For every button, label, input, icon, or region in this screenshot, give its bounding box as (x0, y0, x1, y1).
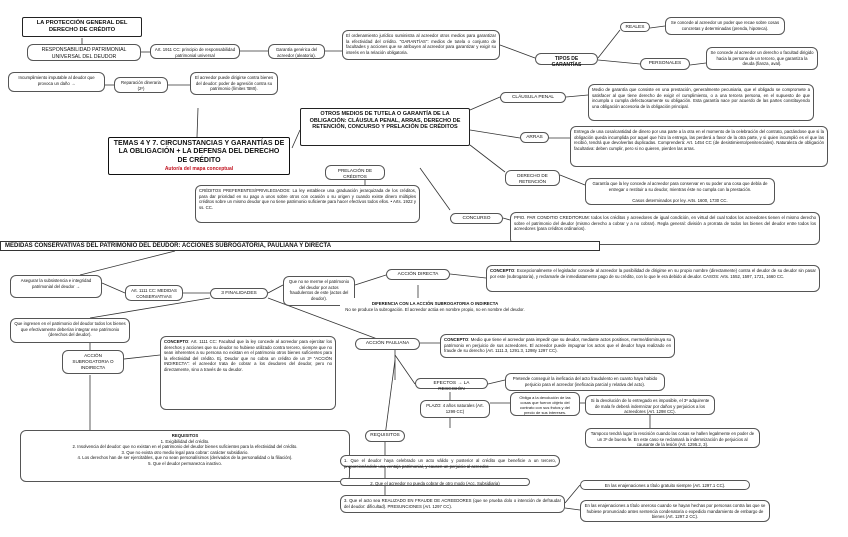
pauliana-desc-text: : Medio que tiene el acreedor para impedir que su deudor, mediante actos positivos, merme/disminuya su patrimonio en perjuicio de sus acreedores. El acreedor puede impugnar los actos que el deudor haya realizado en fraude de su derecho (Art. 1111.3, 1291.3, 1298y 1297 CC). (444, 337, 671, 353)
concurso-desc-node: PPIO. PAR CONDITIO CREDITORUM: todos los créditos y acreedores de igual condición, en virtud del cual todos los acreedores tienen el mismo derecho sobre el patrimonio del deudor (mismo derecho a cobrar y a no cobrar). Regla general: división a prorrata de todos los bienes del deudor entre todos los acreedores (para créditos ordinarios). (510, 212, 820, 245)
creditos-preferentes-node: CRÉDITOS PREFERENTES/PRIVILEGIADOS: La ley establece una graduación jerarquizada de los créditos, para dar prioridad en su pago a unos sobre otros con ocasión o su origen y cuando existe dinero múltiples créditos sobre un mismo deudor que no tiene patrimonio suficiente para hacer efectivos todos ellos. • Arts. 1922 y ss. CC. (195, 185, 420, 223)
directa-desc-text: : Excepcionalmente el legislador concede al acreedor la posibilidad de dirigirse en su propio nombre (directamente) contra el deudor de su deudor sin pasar por este (subrogatoria), y reclamarle de inmediatamente pago de su crédito, con lo que le era debido al deudor. CASOS: Arts. 1552, 1597, 1721, 1660 CC. (490, 268, 816, 279)
requisito-item: 4. Los derechos han de ser ejercitables, que no sean personalísimos (derivados de la personalidad o la filiación). (77, 455, 293, 460)
req-2-node: 2. Que el acreedor no pueda cobrar de otro modo (Acc. Subsidiaria) (340, 478, 530, 486)
responsabilidad-patrimonial-node: RESPONSABILIDAD PATRIMONIAL UNIVERSAL DEL DEUDOR (27, 44, 141, 61)
si-devolucion-node: Si la devolución de lo entregado es imposible, el 3º adquirente de mala fe deberá indemnizar por daños y perjuicios a los acreedores (Art. 1298 CC). (585, 395, 715, 415)
acreedor-dirigirse-node: El acreedor puede dirigirse contra bienes del deudor: poder de agresión contra su patrimonio (límites 'BMI). (190, 72, 278, 95)
art-1111-node: Art. 1111 CC: MEDIDAS CONSERVATIVAS (125, 285, 183, 301)
obliga-devolucion-node: Obliga a la devolución de las cosas que fueron objeto del contrato con sus frutos y del precio de sus intereses. (510, 392, 580, 416)
otros-medios-node: OTROS MEDIOS DE TUTELA O GARANTÍA DE LA OBLIGACIÓN: CLÁUSULA PENAL, ARRAS, DERECHO DE RETENCIÓN, CONCURSO Y PRELACIÓN DE CRÉDITOS (300, 108, 470, 146)
que-ingresen-node: Que ingresen en el patrimonio del deudor todos los bienes que efectivamente deberían integrar ese patrimonio (derechos del deudor). (10, 318, 130, 343)
requisitos-heading: REQUISITOS (171, 433, 199, 438)
medidas-conservativas-strip: MEDIDAS CONSERVATIVAS DEL PATRIMONIO DEL DEUDOR: ACCIONES SUBROGATORIA, PAULIANA Y DIRECTA (0, 241, 600, 251)
requisitos-subrogatoria-node (20, 430, 350, 482)
diferencia-title: DIFERENCIA CON LA ACCIÓN SUBROGATORIA O INDIRECTA (371, 301, 499, 306)
subrogatoria-desc-node (160, 336, 336, 410)
arras-node: ARRAS (520, 132, 549, 143)
subrogatoria-desc-text: : Art. 1111 CC: Facultad que la ley concede al acreedor para ejercitar los derechos y acciones que su deudor no hubiese utilizado contra tercero, siempre que no sean inherentes a su persona no existan en el patrimonio otros bienes suficientes para la efectividad del crédito. Ej. Deudor que no cobra un crédito de un 3º "ACCIÓN INDIRECTA": el acreedor trata de cobrar a los deudores del deudor, pero no directamente, sino a través de su deudor. (164, 339, 332, 372)
prelacion-node: PRELACIÓN DE CRÉDITOS (325, 165, 385, 180)
gratuito-node: En las enajenaciones a título gratuito siempre (Art. 1297.1 CC). (580, 480, 750, 490)
oneroso-node: En las enajenaciones a título oneroso cuando se hayan hechas por personas contra las que se hubiese pronunciado antes sentencia condenatoria o expedido mandamiento de embargo de bienes (Art. 1297.2 CC). (580, 500, 770, 522)
diferencia-desc: No se produce la subrogación. El acreedor actúa en nombre propio, no en nombre del deudor. (345, 306, 525, 312)
arras-desc-node: Entrega de una cosa/cantidad de dinero por una parte a la otra en el momento de la celebración del contrato, pactándose que si la obligación queda incumplida por aquel que hizo la entrega, las perderá a favor de la otra parte, y si quien incumplió es el que las recibió, tendrá que devolverlas duplicadas. Comprenderá: Art. 1454 CC (de desistimiento/penitenciales). Naturaleza de obligación facultativa: deben cumplir, pero si no quieren, pierden las arras. (570, 126, 828, 167)
personales-desc-node: Se concede al acreedor un derecho o facultad dirigido hacia la persona de un tercero, que garantiza la deuda (fianza, aval). (706, 47, 818, 70)
requisitos-pauliana-node: REQUISITOS (365, 430, 405, 442)
reales-desc-node: Se concede al acreedor un poder que recae sobre cosas concretas y determinadas (prenda, hipoteca). (665, 17, 785, 35)
concurso-node: CONCURSO (450, 213, 503, 224)
reales-node: REALES (620, 22, 650, 32)
efectos-node: EFECTOS → LA RESCISIÓN (415, 378, 488, 389)
accion-subrogatoria-node: ACCIÓN SUBROGATORIA O INDIRECTA (62, 350, 124, 374)
main-subtitle: Autor/a del mapa conceptual (164, 166, 234, 173)
req-1-node: 1. Que el deudor haya celebrado un acto válido y posterior al crédito que beneficie a un tercero, proporcionándole una ventaja patrimonial, y causen un perjuicio al acreedor. (340, 455, 560, 467)
pauliana-concepto-label: CONCEPTO (444, 337, 469, 342)
subrogatoria-concepto-label: CONCEPTO (164, 339, 189, 344)
accion-directa-node: ACCIÓN DIRECTA (386, 269, 450, 280)
requisito-item: 1. Exigibilidad del crédito. (160, 438, 210, 444)
top-title: LA PROTECCIÓN GENERAL DEL DERECHO DE CRÉDITO (22, 17, 142, 37)
main-title (108, 137, 290, 175)
main-title-text: TEMAS 4 Y 7. CIRCUNSTANCIAS Y GARANTÍAS DE LA OBLIGACIÓN + LA DEFENSA DEL DERECHO DE CRÉDITO (113, 140, 285, 164)
efectos-desc-node: Pretende conseguir la ineficacia del acto fraudulento en cuanto haya habido perjuicio para el acreedor (ineficacia parcial y relativa del acto). (505, 373, 665, 391)
tampoco-node: Tampoco tendrá lugar la rescisión cuando las cosas se hallen legalmente en poder de un 3º de buena fe. En este caso se reclamará la indemnización de perjuicios al causante de la lesión (Art. 1295.2, 3). (585, 428, 760, 448)
personales-node: PERSONALES (640, 58, 690, 70)
requisito-item: 3. Que no exista otro medio legal para cobrar: carácter subsidiario. (121, 449, 249, 455)
pauliana-desc-node (440, 334, 675, 358)
derecho-retencion-node: DERECHO DE RETENCIÓN (505, 170, 560, 186)
que-no-merme-node: Que no se merme el patrimonio del deudor por actos fraudulentos de este (actos del deudor). (283, 276, 355, 306)
garantia-generica-node: Garantía genérica del acreedor (aleatoria). (268, 44, 325, 59)
retencion-desc-node: Garantía que la ley concede al acreedor para conservar en su poder una cosa que debía de entregar o restituir a su deudor, mientras éste no cumpla con la prestación. Casos determinados por ley. Arts. 1600, 1730 CC. (585, 178, 775, 205)
diferencia-node (340, 298, 530, 314)
art-1911-node: Art. 1911 CC: principio de responsabilidad patrimonial universal (150, 44, 240, 59)
reparacion-node: Reparación dineraria (2º) (114, 77, 168, 93)
requisito-item: 5. Que el deudor permanezca inactivo. (148, 460, 222, 466)
plazo-node: PLAZO: 4 años naturales (Art. 1299 CC) (420, 400, 490, 418)
tipos-garantias-node: TIPOS DE GARANTÍAS (535, 53, 598, 65)
clausula-desc-node: Medio de garantía que consiste en una prestación, generalmente pecuniaria, que el obligado se compromete a satisfacer al que tiene derecho de exigir el cumplimiento, o a una tercera persona, en el supuesto de que incumpla o cumpla defectuosamente su obligación. Esta garantía nace por acuerdo de las partes constituyendo una obligación accesoria de la obligación principal. (588, 84, 814, 121)
tres-finalidades-node: 3 FINALIDADES (210, 288, 268, 299)
incumplimiento-node: Incumplimiento imputable al deudor que provoca un daño → (8, 72, 105, 92)
accion-pauliana-node: ACCIÓN PAULIANA (355, 338, 420, 350)
req-3-node: 3. Que el acto sea REALIZADO EN FRAUDE DE ACREEDORES (que se prueba dolo o intención de defraudar del deudor: dificultad). PRESUNCIONES (Art. 1297 CC). (340, 495, 565, 513)
ordenamiento-node: El ordenamiento jurídico suministra al acreedor otros medios para garantizar la efectividad del crédito. "GARANTÍAS": medios de tutela o conjunto de facultades y acciones que se atribuyen al acreedor para garantizar y exigir su interés en la relación obligatoria. (342, 30, 500, 60)
directa-desc-node (486, 265, 820, 292)
directa-concepto-label: CONCEPTO (490, 268, 515, 273)
requisito-item: 2. Insolvencia del deudor: que no existan en el patrimonio del deudor bienes suficientes para la efectividad del crédito. (72, 444, 298, 449)
clausula-penal-node: CLÁUSULA PENAL (500, 92, 566, 103)
asegurar-node: Asegurar la subsistencia e integridad patrimonial del deudor → (10, 275, 102, 298)
